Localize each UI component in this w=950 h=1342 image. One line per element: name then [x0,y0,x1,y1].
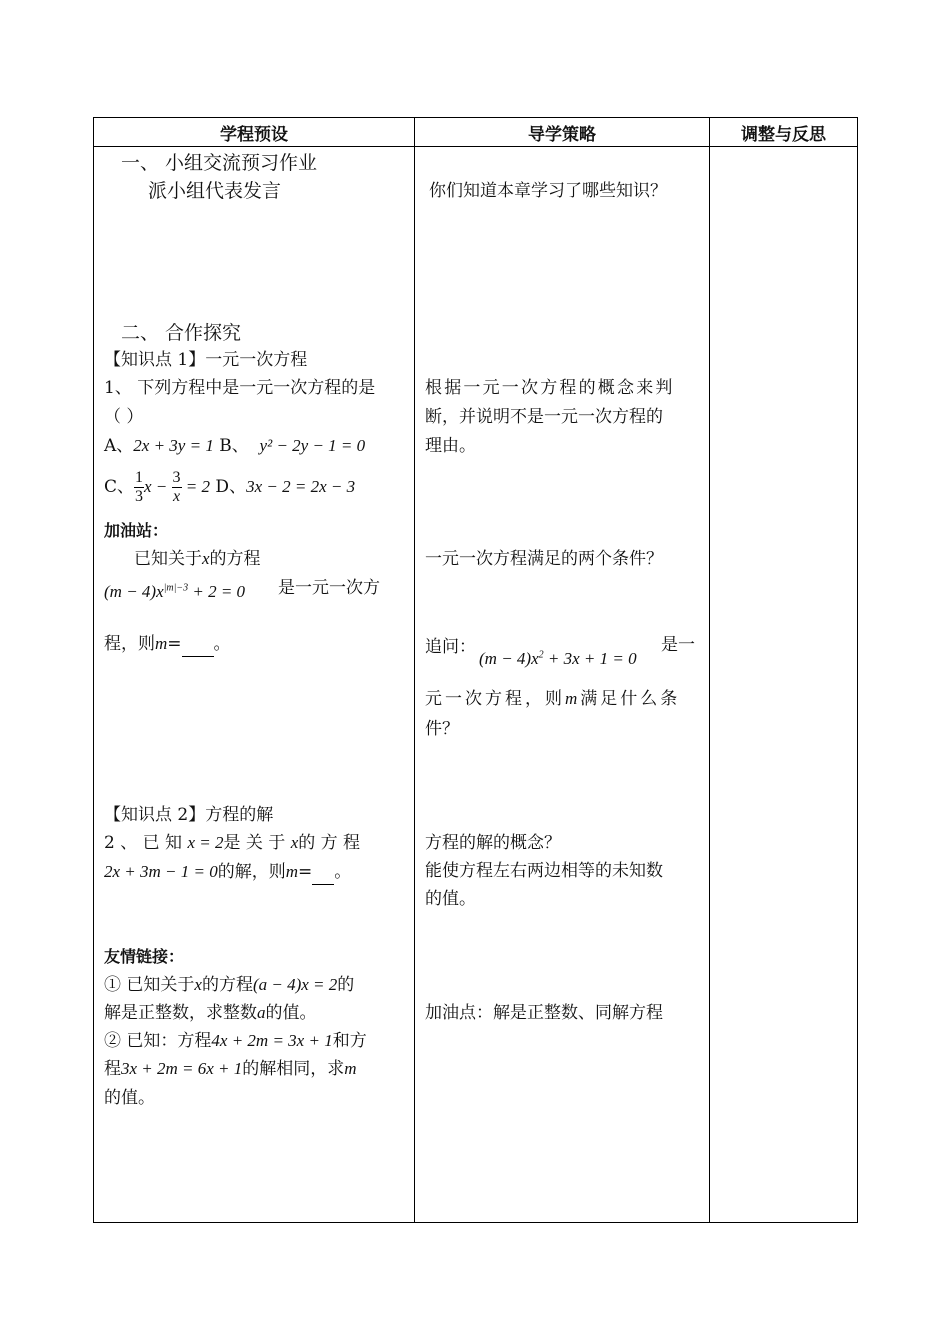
strategy-2: 一元一次方程满足的两个条件？ [425,549,663,569]
section-2-title: 二、 合作探究 [121,322,242,344]
reflection-cell[interactable] [710,147,858,1223]
strategy-4-line-2: 能使方程左右两边相等的未知数 [425,861,663,881]
text-span: 的解相同，求 [242,1059,345,1079]
lesson-plan-table [93,117,858,1223]
text-span: 追问： [425,637,476,657]
strategy-1-line-2: 断，并说明不是一元一次方程的 [425,407,663,427]
strategy-3-line-2 [425,687,680,711]
strategy-3-equation [479,647,637,671]
strategy-1-line-1: 根据一元一次方程的概念来判 [425,378,675,398]
variable-x: x [194,975,202,994]
text-span: 是 关 于 [223,833,291,853]
text-span: 。 [334,862,352,882]
strategy-4-line-3: 的值。 [425,889,476,909]
text-span: 满足什么条 [580,689,681,709]
strategy-cell [415,147,710,1223]
jiayouzhan-line-1 [134,547,261,571]
link-2-line-1 [104,1029,367,1053]
text-span: 。 [213,634,231,654]
section-1-subtitle: 派小组代表发言 [148,180,282,202]
variable-a: a [257,1003,266,1022]
option-b-equation: y² − 2y − 1 = 0 [259,436,366,455]
equation-part: + 3x + 1 = 0 [543,649,637,668]
text-span: 元一次方程，则 [425,689,565,709]
equation-part: + 2 = 0 [188,582,246,601]
header-row [94,118,858,147]
link-2-line-2 [104,1057,357,1081]
link-2-line-3: 的值。 [104,1088,155,1108]
variable-m: m [155,634,168,653]
variable-m: m [565,689,581,708]
strategy-3-line-1 [425,635,476,659]
equation-part: (a − 4)x = 2 [252,975,338,994]
option-a-b [104,434,365,458]
answer-blank[interactable] [182,632,214,657]
equation-part: x = 2 [187,833,224,852]
option-a-equation: 2x + 3y = 1 [133,436,214,455]
section-1-title: 一、 小组交流预习作业 [121,152,318,174]
equation-part: 3x + 2m = 6x + 1 [121,1059,243,1078]
jiayouzhan-equation [104,580,245,604]
equation-part: (m − 4)x [104,582,164,601]
question-2-line-1 [104,831,360,855]
option-d-equation: 3x − 2 = 2x − 3 [246,477,356,496]
fraction-denominator: 3 [135,488,144,505]
design-cell [94,147,415,1223]
link-1-line-1 [104,973,354,997]
text-span: 解是正整数，求整数 [104,1003,257,1023]
header-design: 学程预设 [94,118,415,147]
option-d-label: D、 [210,477,247,497]
strategy-5: 加油点：解是正整数、同解方程 [425,1003,663,1023]
answer-blank[interactable] [312,860,334,885]
option-c-d [104,467,355,507]
variable-m: m [285,862,299,881]
option-c-label: C、 [104,477,135,497]
knowledge-point-2: 【知识点 2】方程的解 [104,805,274,825]
strategy-1-line-3: 理由。 [425,436,476,456]
link-1-line-2 [104,1001,317,1025]
jiayouzhan-heading: 加油站： [104,521,169,540]
fraction-three-over-x [172,469,182,506]
text-span: 的 [337,975,355,995]
content-row [94,147,858,1223]
option-a-label: A、 [104,436,134,456]
text-span: = [167,634,182,654]
text-span: 的 方 程 [298,833,361,853]
header-strategy: 导学策略 [415,118,710,147]
equation-part: 2x + 3m − 1 = 0 [104,862,218,881]
fraction-numerator: 3 [172,469,181,486]
strategy-3-line-3: 件？ [425,719,459,739]
equation-part: (m − 4)x [479,649,539,668]
equation-part: 4x + 2m = 3x + 1 [211,1031,333,1050]
fraction-numerator: 1 [135,469,144,486]
text-span: 2 、 已 知 [104,833,188,853]
text-span: ① 已知关于 [104,975,195,995]
option-b-label: B、 [213,436,249,456]
fraction-denominator: x [172,488,181,505]
jiayouzhan-line-3 [104,632,231,657]
exponent: |m|−3 [163,582,189,594]
variable-x: x [290,833,299,852]
question-1-text: 1、 下列方程中是一元一次方程的是 [104,378,376,398]
strategy-intro-question: 你们知道本章学习了哪些知识？ [429,181,667,201]
text-span: 和方 [332,1031,367,1051]
knowledge-point-1: 【知识点 1】一元一次方程 [104,350,308,370]
variable-x: x [202,549,210,568]
text-span: = [298,862,313,882]
question-2-line-2 [104,860,351,885]
strategy-3-tail: 是一 [661,635,695,655]
text-span: 程 [104,1059,121,1079]
text-span: 已知关于 [134,549,202,569]
exponent: 2 [538,649,544,661]
jiayouzhan-line-2: 是一元一次方 [278,578,380,598]
option-c-middle: x − [144,477,172,496]
youqing-heading: 友情链接： [104,947,185,966]
text-span: 的方程 [201,975,253,995]
fraction-one-third [134,469,144,506]
text-span: ② 已知：方程 [104,1031,212,1051]
text-span: 程，则 [104,634,155,654]
option-c-end: = 2 [181,477,211,496]
variable-m: m [344,1059,357,1078]
text-span: 的解，则 [217,862,286,882]
text-span: 的值。 [265,1003,317,1023]
text-span: 的方程 [209,549,261,569]
header-reflection: 调整与反思 [710,118,858,147]
question-1-paren: （ ） [104,407,144,427]
strategy-4-line-1: 方程的解的概念？ [425,833,561,853]
